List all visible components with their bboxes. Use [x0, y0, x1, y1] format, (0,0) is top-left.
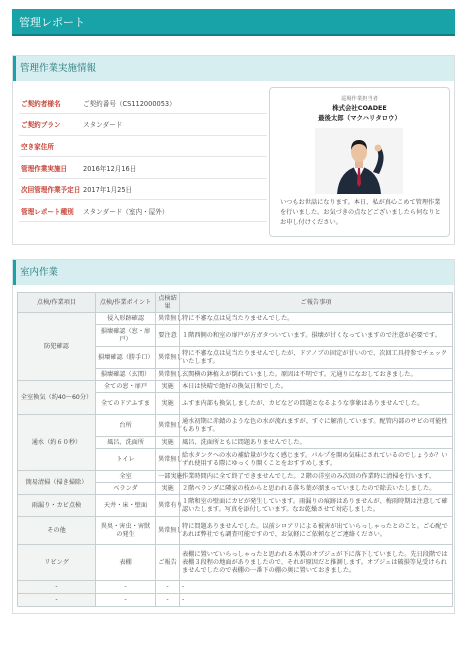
result-cell: 異常無し: [156, 517, 180, 545]
point-cell: 損壊確認（窓・扉戸）: [96, 325, 156, 347]
point-cell: 表棚: [96, 545, 156, 581]
note-cell: -: [180, 581, 453, 594]
staff-company: 株式会社COADEE: [332, 104, 387, 112]
result-cell: 異常無し: [156, 369, 180, 381]
note-cell: 特に不審な点は見当たりませんでしたが、ドアノブの固定が甘いので、次回工具持参でチェックいたします。: [180, 347, 453, 369]
note-cell: 通水初期に赤錆のような色の水が流れますが、すぐに解消しています。配管内部のサビの可能性もあります。: [180, 415, 453, 437]
point-cell: 異臭・害虫・害獣の発生: [96, 517, 156, 545]
info-label: 管理作業実施日: [19, 157, 83, 179]
note-cell: ２階ベランダに隣家の枝からと思われる落ち葉が溜まっていましたので除去いたしました。: [180, 483, 453, 495]
note-cell: １階和室の壁面にカビが発生しています。雨漏りの痕跡はありませんが、梅雨時期は注意して確認いたします。写真を添付しています。なお乾燥させて対応しました。: [180, 495, 453, 517]
info-label: ご契約プラン: [19, 114, 83, 136]
point-cell: 天井・床・壁面: [96, 495, 156, 517]
implementation-info-section: [12, 55, 455, 245]
section-title-work: 室内作業: [13, 260, 454, 285]
indoor-work-section: [12, 259, 455, 614]
table-row: [18, 313, 453, 325]
result-cell: -: [156, 594, 180, 607]
note-cell: 玄関横の鉢植えが倒れていました。原因は不明です。元通りになおしておきました。: [180, 369, 453, 381]
result-cell: 異常無し: [156, 347, 180, 369]
note-cell: 風呂、洗面所ともに問題ありませんでした。: [180, 437, 453, 449]
info-row: [19, 114, 267, 136]
info-label: ご契約者様名: [19, 92, 83, 114]
work-table-header: [18, 293, 453, 313]
category-cell: リビング: [18, 545, 96, 581]
point-cell: ベランダ: [96, 483, 156, 495]
table-row: [18, 415, 453, 437]
point-cell: -: [96, 581, 156, 594]
info-value: スタンダード（室内・屋外）: [83, 200, 267, 222]
table-row: [18, 581, 453, 594]
info-row: [19, 157, 267, 179]
point-cell: 全てのドアふすま: [96, 393, 156, 415]
header-point: 点検/作業ポイント: [96, 293, 156, 313]
page-title: 管理レポート: [12, 9, 455, 36]
point-cell: 損壊確認（玄関）: [96, 369, 156, 381]
note-cell: １階西側の和室の扉戸が方ガタついています。損壊が甘くなっていますので注意が必要です。: [180, 325, 453, 347]
result-cell: 異常無し: [156, 313, 180, 325]
result-cell: ご報告: [156, 545, 180, 581]
result-cell: 異常有り: [156, 495, 180, 517]
result-cell: -: [156, 581, 180, 594]
point-cell: 全ての窓・扉戸: [96, 381, 156, 393]
staff-name: 最後太郎（マクハリタロウ）: [318, 114, 401, 122]
category-cell: 通水（約６０秒）: [18, 415, 96, 471]
info-value: 2016年12月16日: [83, 157, 267, 179]
result-cell: 実施: [156, 393, 180, 415]
info-row: [19, 135, 267, 157]
point-cell: 損壊確認（勝手口）: [96, 347, 156, 369]
table-row: [18, 517, 453, 545]
table-row: [18, 594, 453, 607]
staff-message: いつもお世話になります。本日、私が真心こめて管理作業を行いました。お気づきの点などございましたら何なりとお申し付けください。: [280, 199, 441, 226]
info-table: [19, 92, 267, 222]
result-cell: 実施: [156, 483, 180, 495]
category-cell: 防犯確認: [18, 313, 96, 381]
point-cell: -: [96, 594, 156, 607]
note-cell: 給水タンクへの水の補給量が少なく感じます。パルプを開め気味にされているのでしょうか？いずれ使用する際にゆっくり開くことをおすすめします。: [180, 449, 453, 471]
header-result: 点検結果: [156, 293, 180, 313]
point-cell: 侵入形跡確認: [96, 313, 156, 325]
note-cell: ふすま内部も換気しましたが、カビなどの問題となるような事象はありませんでした。: [180, 393, 453, 415]
note-cell: 特に不審な点は見当たりませんでした。: [180, 313, 453, 325]
table-row: [18, 545, 453, 581]
result-cell: 異常無し: [156, 415, 180, 437]
info-row: [19, 200, 267, 222]
header-category: 点検/作業項目: [18, 293, 96, 313]
info-value: スタンダード: [83, 114, 267, 136]
result-cell: 異常無し: [156, 449, 180, 471]
table-row: [18, 471, 453, 483]
info-label: 空き家住所: [19, 135, 83, 157]
category-cell: 簡易清掃（掃き掃除）: [18, 471, 96, 495]
table-row: [18, 381, 453, 393]
category-cell: -: [18, 594, 96, 607]
category-cell: 雨漏り・カビ点検: [18, 495, 96, 517]
result-cell: 一部実施: [156, 471, 180, 483]
note-cell: 表棚に置いていらっしゃったと思われる木製のオブジェが下に落下していました。先日段階では表棚３段程の地面がありましたので、それが原因だと推測します。オブジェは破損等見受けられませんでしたので表棚の一番下の棚の奥に置いておきました。: [180, 545, 453, 581]
info-label: 次回管理作業予定日: [19, 178, 83, 200]
result-cell: 実施: [156, 381, 180, 393]
note-cell: -: [180, 594, 453, 607]
point-cell: 台所: [96, 415, 156, 437]
category-cell: 全室換気（約40～60分）: [18, 381, 96, 415]
section-title-info: 管理作業実施情報: [13, 56, 454, 81]
result-cell: 要注意: [156, 325, 180, 347]
point-cell: 風呂、洗面所: [96, 437, 156, 449]
info-value: 2017年1月25日: [83, 178, 267, 200]
info-value: [83, 135, 267, 157]
staff-card: [269, 87, 450, 237]
staff-role: 巡場作業担当者: [340, 96, 379, 102]
category-cell: -: [18, 581, 96, 594]
info-row: [19, 92, 267, 114]
staff-portrait-image: [315, 128, 403, 194]
point-cell: トイレ: [96, 449, 156, 471]
info-label: 管理レポート種別: [19, 200, 83, 222]
result-cell: 実施: [156, 437, 180, 449]
info-row: [19, 178, 267, 200]
info-value: ご契約番号（CS112000053）: [83, 92, 267, 114]
staff-photo: [315, 128, 403, 194]
header-note: ご報告事項: [180, 293, 453, 313]
note-cell: 特に問題ありませんでした。以前シロアリによる被害が出ていらっしゃったとのこと。ご心配であれば弊社でも調査可能ですので、お気軽にご依頼などご連絡ください。: [180, 517, 453, 545]
note-cell: 本日は快晴で絶好の換気日和でした。: [180, 381, 453, 393]
work-table: [17, 292, 453, 607]
point-cell: 全室: [96, 471, 156, 483]
table-row: [18, 495, 453, 517]
category-cell: その他: [18, 517, 96, 545]
note-cell: 作業時間内に全て終了できませんでした。２階の洋室のみ次回の作業時に清掃を行います。: [180, 471, 453, 483]
